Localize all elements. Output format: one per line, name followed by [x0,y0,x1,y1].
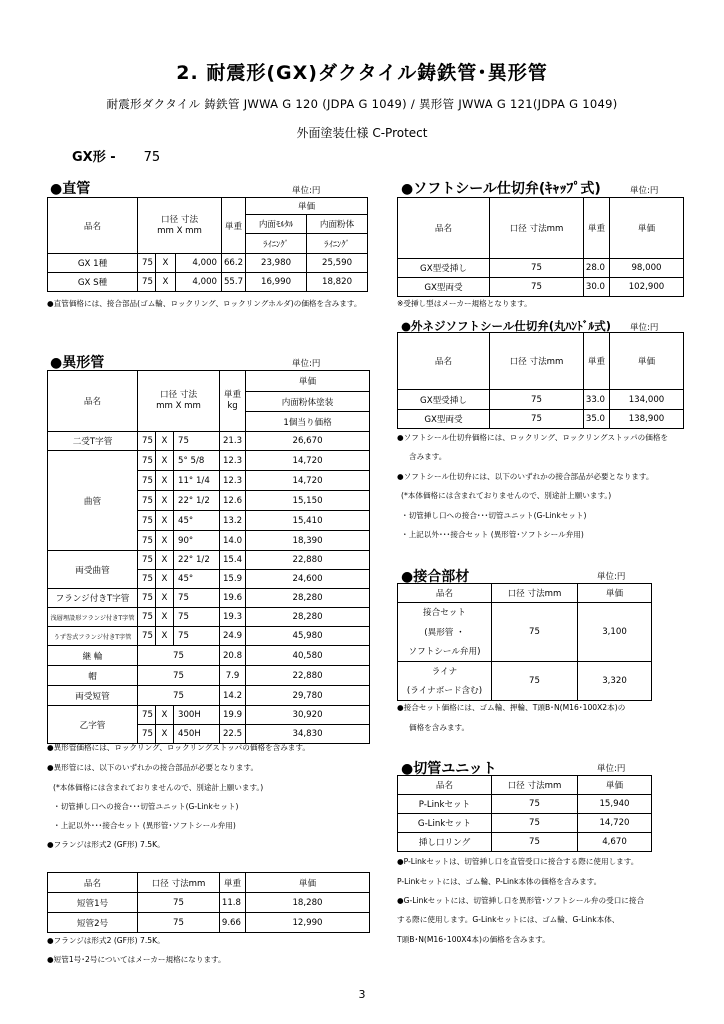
col-size: 口径 寸法mm [490,198,584,259]
table-row: G-Linkセット 75 14,720 [398,814,652,833]
col-name: 品名 [48,873,138,893]
gx-label: GX形 - 75 [72,150,161,165]
cutunit-table [397,775,652,852]
col-size: 口径 寸法mm [138,873,220,893]
joints-heading: ●接合部材 [401,569,470,585]
cutunit-note: ●G-Linkセットには、切管挿し口を異形管･ソフトシール弁の受口に接合 [397,896,645,905]
outer-note: ・切管挿し口への接合･･･切管ユニット(G-Linkセット) [401,511,587,520]
outer-note: ●ソフトシール仕切弁には、以下のいずれかの接合部品が必要となります。 [397,472,654,481]
table-row: うず巻式フランジ付きT字管 75 X 75 24.9 45,980 [48,627,370,646]
col-weight: 単重 [220,873,246,893]
table-row: 継 輪 75 20.8 40,580 [48,646,370,666]
short-note: ●短管1号･2号についてはメーカー規格になります。 [47,955,226,964]
outer-note: 含みます。 [409,452,447,461]
table-row: GX S種 75 X 4,000 55.7 16,990 18,820 [48,273,368,292]
col-price: 単価 [246,198,368,215]
joints-unit: 単位:円 [597,572,626,582]
col-size: 口径 寸法mm [492,584,578,603]
straight-unit: 単位:円 [292,186,321,196]
table-row: 75 X 45° 15.9 24,600 [48,570,370,589]
col-price: 単価 [246,371,370,392]
col-price: 単価 [578,776,652,795]
col-size: 口径 寸法 mm X mm [138,371,220,432]
col-lining: ﾗｲﾆﾝｸﾞ [246,234,307,254]
col-each: 1個当り価格 [246,412,370,432]
col-price: 単価 [610,333,684,390]
cutunit-unit: 単位:円 [597,764,626,774]
table-row: P-Linkセット 75 15,940 [398,795,652,814]
table-row: 二受T字管 75 X 75 21.3 26,670 [48,432,370,451]
joints-note: 価格を含みます。 [409,723,470,732]
straight-note: ●直管価格には、接合部品(ゴム輪、ロックリング、ロックリングホルダ)の価格を含みます。 [47,299,362,308]
joints-note: ●接合セット価格には、ゴム輪、押輪、T頭B･N(M16･100X2本)の [397,703,626,712]
softseal-note: ※受挿し型はメーカー規格となります。 [397,299,532,308]
outer-valve-heading: ●外ネジソフトシール仕切弁(丸ﾊﾝﾄﾞﾙ式) [401,319,612,333]
softseal-heading: ●ソフトシール仕切弁(ｷｬｯﾌﾟ式) [401,181,601,197]
table-row: 挿し口リング 75 4,670 [398,833,652,852]
col-name: 品名 [48,371,138,432]
straight-pipe-table [47,197,368,292]
table-row: 乙字管 75 X 300H 19.9 30,920 [48,706,370,725]
col-price: 単価 [610,198,684,259]
page-number: 3 [358,988,366,1001]
col-name: 品名 [398,198,490,259]
col-size: 口径 寸法 mm X mm [138,198,222,254]
col-weight: 単重 [222,198,246,254]
table-row: 75 X 450H 22.5 34,830 [48,725,370,744]
page-title: 2. 耐震形(GX)ダクタイル鋳鉄管･異形管 [176,62,548,84]
fittings-note: ・切管挿し口への接合･･･切管ユニット(G-Linkセット) [53,802,239,811]
fittings-note: ・上記以外･･･接合セット (異形管･ソフトシール弁用) [53,821,236,830]
col-powder: 内面粉体 [307,215,368,234]
col-name: 品名 [398,776,492,795]
softseal-unit: 単位:円 [630,186,659,196]
col-name: 品名 [48,198,138,254]
fittings-note: ●異形管価格には、ロックリング、ロックリングストッパの価格を含みます。 [47,743,310,752]
outer-valve-table [397,332,684,429]
col-size: 口径 寸法mm [490,333,584,390]
col-mortar: 内面ﾓﾙﾀﾙ [246,215,307,234]
cutunit-note: P-Linkセットには、ゴム輪、P-Link本体の価格を含みます。 [397,877,602,886]
cutunit-note: ●P-Linkセットは、切管挿し口を直管受口に接合する際に使用します。 [397,857,639,866]
col-weight: 単重 kg [220,371,246,432]
col-weight: 単重 [584,198,610,259]
fittings-note: (*本体価格には含まれておりませんので、別途計上願います。) [53,783,264,792]
short-pipe-table [47,872,370,933]
table-row: 短管2号 75 9.66 12,990 [48,913,370,933]
table-row: 75 X 45° 13.2 15,410 [48,511,370,531]
col-lining: ﾗｲﾆﾝｸﾞ [307,234,368,254]
col-name: 品名 [398,333,490,390]
table-row: 75 X 11° 1/4 12.3 14,720 [48,471,370,491]
table-row: GX型両受 75 30.0 102,900 [398,278,684,297]
table-row: 75 X 22° 1/2 12.6 15,150 [48,491,370,511]
table-row: 両受短管 75 14.2 29,780 [48,686,370,706]
table-row: GX 1種 75 X 4,000 66.2 23,980 25,590 [48,254,368,273]
table-row: 浅層埋設形フランジ付きT字管 75 X 75 19.3 28,280 [48,608,370,627]
softseal-table [397,197,684,297]
coating-spec: 外面塗装仕様 C-Protect [296,126,428,140]
table-row: GX型受挿し 75 33.0 134,000 [398,390,684,410]
fittings-heading: ●異形管 [50,355,105,371]
short-note: ●フランジは形式2 (GF形) 7.5K。 [47,936,165,945]
table-row: 75 X 90° 14.0 18,390 [48,531,370,551]
col-price: 単価 [246,873,370,893]
outer-note: ・上記以外･･･接合セット (異形管･ソフトシール弁用) [401,530,584,539]
gx-value: 75 [143,150,161,165]
col-name: 品名 [398,584,492,603]
fittings-note: ●異形管には、以下のいずれかの接合部品が必要となります。 [47,763,259,772]
col-price: 単価 [578,584,652,603]
table-row: フランジ付きT字管 75 X 75 19.6 28,280 [48,589,370,608]
table-row: 両受曲管 75 X 22° 1/2 15.4 22,880 [48,551,370,570]
col-coat: 内面粉体塗装 [246,392,370,412]
table-row: GX型受挿し 75 28.0 98,000 [398,259,684,278]
table-row: 帽 75 7.9 22,880 [48,666,370,686]
fittings-note: ●フランジは形式2 (GF形) 7.5K。 [47,840,165,849]
cutunit-note: T頭B･N(M16･100X4本)の価格を含みます。 [397,935,550,944]
col-size: 口径 寸法mm [492,776,578,795]
page-subtitle: 耐震形ダクタイル 鋳鉄管 JWWA G 120 (JDPA G 1049) / 異形管 JWWA G 121(JDPA G 1049) [106,97,618,111]
table-row: ライナ 75 3,320 [398,662,652,681]
fittings-table [47,370,370,744]
table-row: 接合セット 75 3,100 [398,603,652,622]
table-row: 短管1号 75 11.8 18,280 [48,893,370,913]
joints-table: 品名 口径 寸法mm 単価 接合セット 75 3,100 (異形管 ・ ソフトシール弁用) ライナ 75 3,320 (ライナボード含む) [397,583,652,701]
fittings-unit: 単位:円 [292,359,321,369]
outer-note: ●ソフトシール仕切弁価格には、ロックリング、ロックリングストッパの価格を [397,433,669,442]
outer-note: (*本体価格には含まれておりませんので、別途計上願います。) [401,491,612,500]
cutunit-heading: ●切管ユニット [401,761,497,777]
col-weight: 単重 [584,333,610,390]
table-row: 曲管 75 X 5° 5/8 12.3 14,720 [48,451,370,471]
cutunit-note: する際に使用します。G-Linkセットには、ゴム輪、G-Link本体、 [397,915,620,924]
table-row: GX型両受 75 35.0 138,900 [398,410,684,429]
outer-unit: 単位:円 [630,323,659,333]
straight-pipe-heading: ●直管 [50,181,91,197]
